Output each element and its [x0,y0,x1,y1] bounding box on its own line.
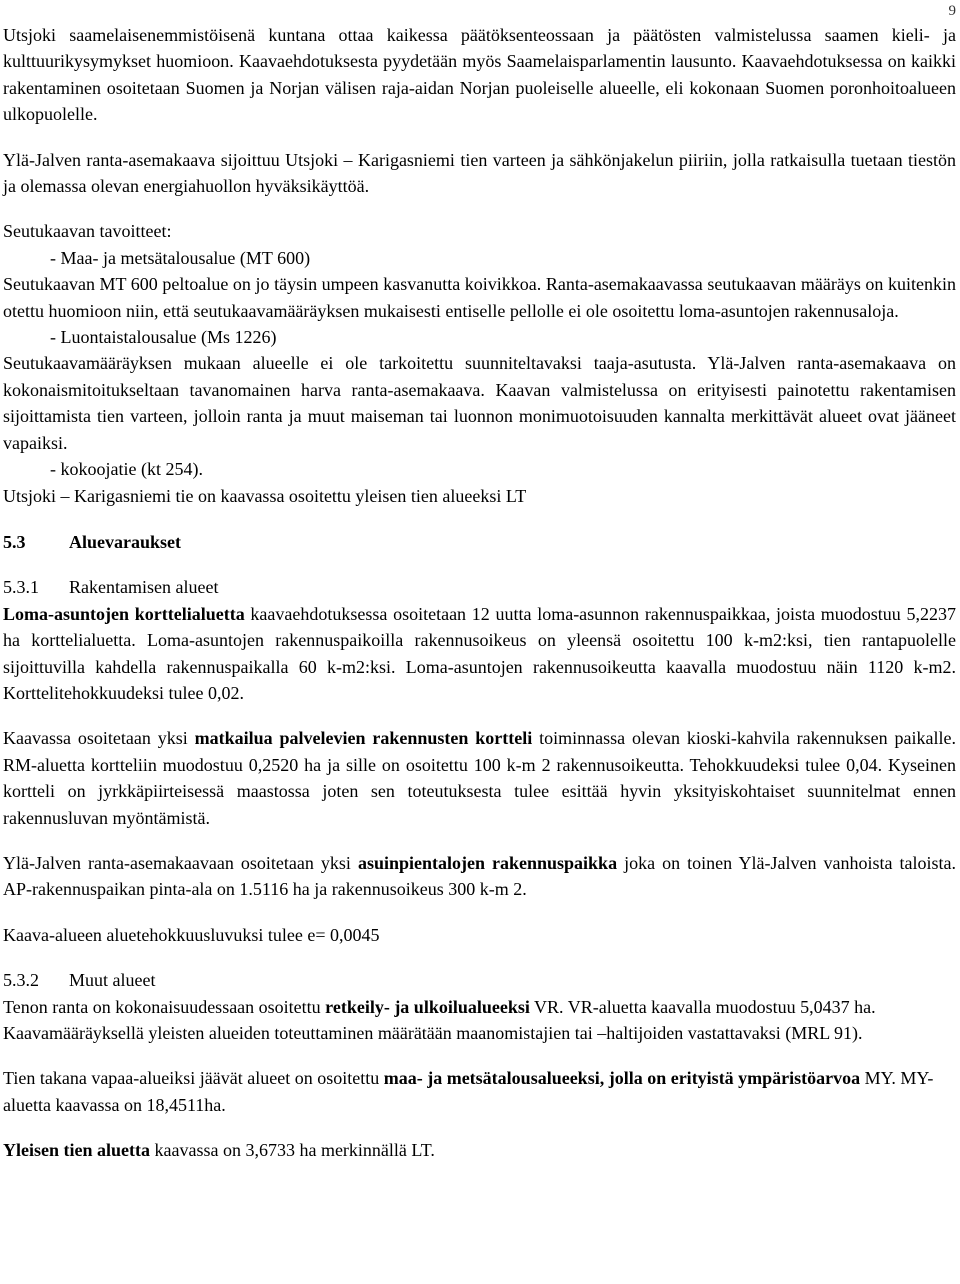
paragraph-lead: Tenon ranta on kokonaisuudessaan osoitettu [3,996,326,1017]
bold-term: matkailua palvelevien rakennusten kortteli [194,728,533,749]
section-title: Aluevaraukset [69,531,181,552]
subsection-title: Rakentamisen alueet [69,577,219,598]
bold-term: Loma-asuntojen korttelialuetta [3,603,245,624]
subsection-heading-5-3-2 [3,967,956,993]
paragraph-lead: Kaavassa osoitetaan yksi [3,728,195,749]
regional-item-ms1226: - Luontaistalousalue (Ms 1226) [50,327,277,348]
paragraph-tourism-block [3,725,956,831]
bold-term: Yleisen tien aluetta [3,1140,150,1161]
document-body [3,22,956,1164]
roads-paragraph: Ylä-Jalven ranta-asemakaava sijoittuu Utsjoki – Karigasniemi tien varteen ja sähkönjakelun piiriin, jolla ratkaisulla tuetaan tiestön ja olemassa olevan energiahuollon hyväksikäyttöä. [3,149,956,197]
paragraph-text: joka on toinen Ylä-Jalven vanhoista taloista. AP-rakennuspaikan pinta-ala on 1.5116 ha ja rakennusoikeus 300 k-m 2. [3,852,956,900]
paragraph-forest-area [3,1065,956,1118]
paragraph-text: toiminnassa olevan kioski-kahvila rakennuksen paikalle. RM-aluetta kortteliin muodostuu 0,2520 ha ja sille on osoitettu 100 k-m 2 rakennusoikeutta. Tehokkuudeksi tulee 0,04. Kyseinen kortteli on jyrkkäpiirteisessä maastossa joten sen toteutuksesta tulee esittää hyvin yksityiskohtaiset suunnitelmat ennen rakennusluvan myöntämistä. [3,728,956,828]
paragraph-residential-plot [3,850,956,903]
regional-item-road: - kokoojatie (kt 254). [50,459,203,480]
subsection-number: 5.3.2 [3,970,39,991]
section-heading [3,529,956,555]
subsection-heading-5-3-1 [3,574,956,600]
paragraph-lead: Ylä-Jalven ranta-asemakaavaan osoitetaan yksi [3,852,358,873]
bold-term: maa- ja metsätalousalueeksi, jolla on erityistä ympäristöarvoa [383,1068,861,1089]
page-number: 9 [948,3,956,19]
paragraph-text: kaavassa on 3,6733 ha merkinnällä LT. [149,1140,435,1161]
regional-text-ms1226: Seutukaavamääräyksen mukaan alueelle ei ole tarkoitettu suunniteltavaksi taaja-asutusta. Ylä-Jalven ranta-asemakaava on kokonaismitoitukseltaan tavanomainen harva ranta-asemakaava. Kaavan valmistelussa on erityisesti painotettu rakentamisen sijoittamista tien varteen, jolloin ranta ja muut maiseman tai luonnon monimuotoisuuden kannalta merkittävät alueet ovat jääneet vapaiksi. [3,353,956,453]
bold-term: asuinpientalojen rakennuspaikka [357,852,618,873]
section-number: 5.3 [3,531,26,552]
regional-text-road: Utsjoki – Karigasniemi tie on kaavassa osoitettu yleisen tien alueeksi LT [3,485,527,506]
regional-item-mt600: - Maa- ja metsätalousalue (MT 600) [50,247,311,268]
bold-term: retkeily- ja ulkoilualueeksi [325,996,530,1017]
paragraph-text: MY. MY-aluetta kaavassa on 18,4511ha. [3,1068,934,1115]
regional-text-mt600: Seutukaavan MT 600 peltoalue on jo täysin umpeen kasvanutta koivikkoa. Ranta-asemakaavassa seutukaavan määräys on kuitenkin otettu huomioon niin, että seutukaavamääräyksen mukaisesti entiselle pellolle ei ole osoitettu loma-asuntojen rakennusaloja. [3,274,956,321]
paragraph-area-efficiency: Kaava-alueen aluetehokkuusluvuksi tulee e= 0,0045 [3,924,380,945]
paragraph-holiday-blocks [3,601,956,707]
subsection-title: Muut alueet [69,970,156,991]
paragraph-road-area [3,1137,956,1163]
subsection-number: 5.3.1 [3,577,39,598]
paragraph-text: kaavaehdotuksessa osoitetaan 12 uutta loma-asunnon rakennuspaikkaa, joista muodostuu 5,2237 ha korttelialuetta. Loma-asuntojen rakennuspaikoilla rakennusoikeus on yleensä osoitettu 100 k-m2:ksi, tien rantapuolelle sijoittuvilla kahdella rakennuspaikalla 60 k-m2:ksi. Loma-asuntojen rakennusoikeutta kaavalla muodostuu näin 1120 k-m2. Korttelitehokkuudeksi tulee 0,02. [3,603,956,703]
paragraph-text: VR. VR-aluetta kaavalla muodostuu 5,0437 ha. Kaavamääräyksellä yleisten alueiden toteuttaminen määrätään maanomistajien tai –haltijoiden vastattavaksi (MRL 91). [3,996,876,1043]
intro-paragraph: Utsjoki saamelaisenemmistöisenä kuntana ottaa kaikessa päätöksenteossaan ja päätösten valmistelussa saamen kieli- ja kulttuurikysymykset huomioon. Kaavaehdotuksesta pyydetään myös Saamelaisparlamentin lausunto. Kaavaehdotuksessa on kaikki rakentaminen osoitetaan Suomen ja Norjan välisen raja-aidan Norjan puoleiselle alueelle, eli kokonaan Suomen poronhoitoalueen ulkopuolelle. [3,25,956,125]
paragraph-recreation-area [3,994,956,1047]
paragraph-lead: Tien takana vapaa-alueiksi jäävät alueet on osoitettu [3,1068,384,1089]
regional-plan-title: Seutukaavan tavoitteet: [3,221,172,242]
